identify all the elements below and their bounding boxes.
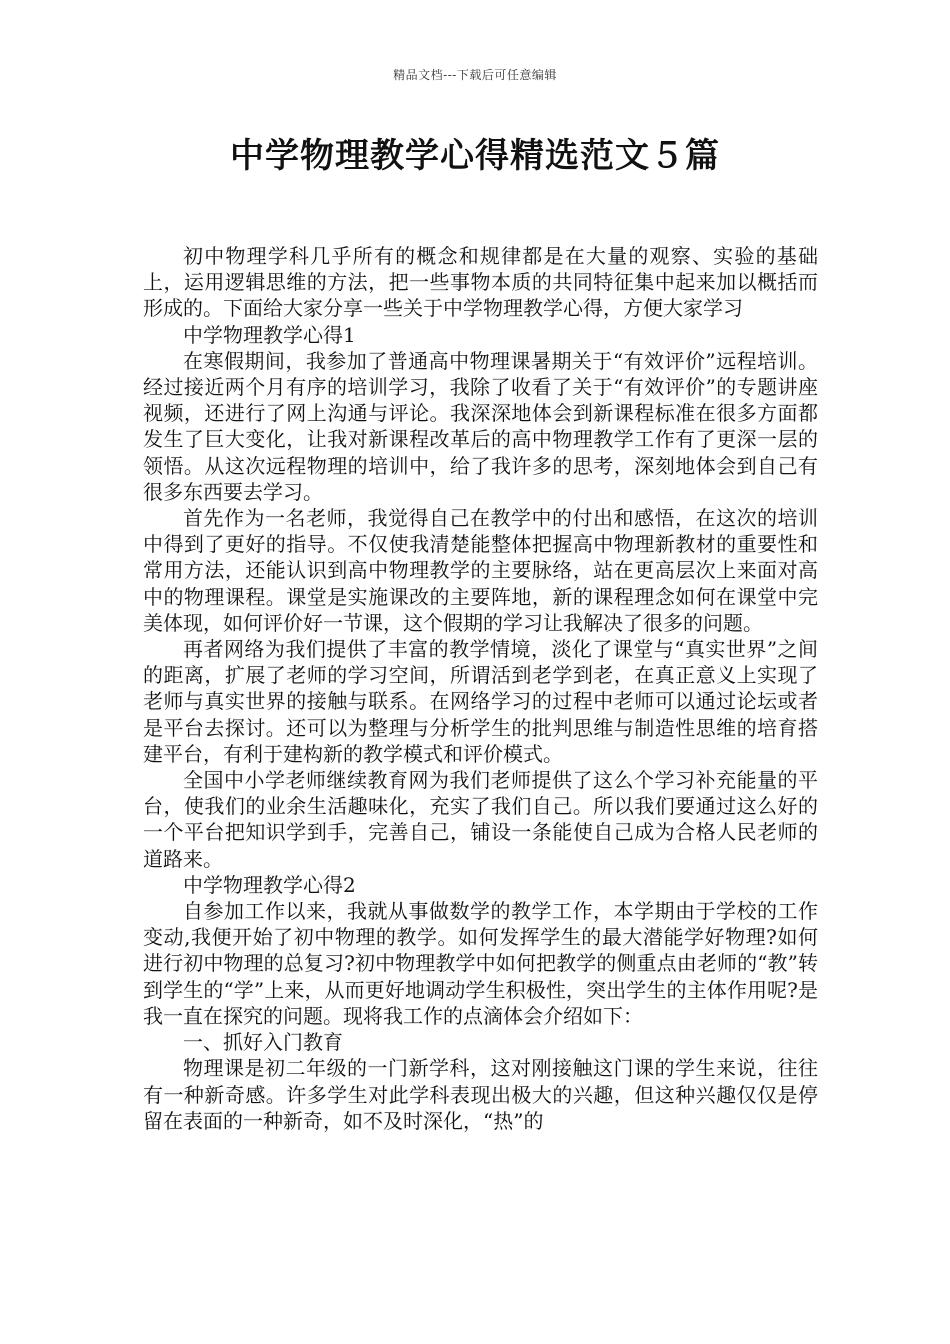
intro-paragraph: 初中物理学科几乎所有的概念和规律都是在大量的观察、实验的基础上，运用逻辑思维的方法，把一些事物本质的共同特征集中起来加以概括而形成的。下面给大家分享一些关于中学物理教学心得，方便大家学习 (143, 244, 818, 321)
document-body (143, 243, 818, 1134)
paragraph: 物理课是初二年级的一门新学科，这对刚接触这门课的学生来说，往往有一种新奇感。许多学生对此学科表现出极大的兴趣，但这种兴趣仅仅是停留在表面的一种新奇，如不及时深化，“热”的 (143, 1056, 818, 1133)
paragraph: 再者网络为我们提供了丰富的教学情境，淡化了课堂与“真实世界”之间的距离，扩展了老师的学习空间，所谓活到老学到老，在真正意义上实现了老师与真实世界的接触与联系。在网络学习的过程中老师可以通过论坛或者是平台去探讨。还可以为整理与分析学生的批判思维与制造性思维的培育搭建平台，有利于建构新的教学模式和评价模式。 (143, 637, 818, 766)
subheading: 一、抓好入门教育 (183, 1030, 343, 1055)
paragraph: 首先作为一名老师，我觉得自己在教学中的付出和感悟，在这次的培训中得到了更好的指导。不仅使我清楚能整体把握高中物理新教材的重要性和常用方法，还能认识到高中物理教学的主要脉络，站在更高层次上来面对高中的物理课程。课堂是实施课改的主要阵地，新的课程理念如何在课堂中完美体现，如何评价好一节课，这个假期的学习让我解决了很多的问题。 (143, 506, 818, 635)
document-title: 中学物理教学心得精选范文５篇 (230, 136, 720, 176)
section-heading-2: 中学物理教学心得2 (183, 872, 356, 897)
paragraph: 在寒假期间，我参加了普通高中物理课暑期关于“有效评价”远程培训。经过接近两个月有序的培训学习，我除了收看了关于“有效评价”的专题讲座视频，还进行了网上沟通与评论。我深深地体会到新课程标准在很多方面都发生了巨大变化，让我对新课程改革后的高中物理教学工作有了更深一层的领悟。从这次远程物理的培训中，给了我许多的思考，深刻地体会到自己有很多东西要去学习。 (143, 348, 818, 504)
paragraph: 自参加工作以来，我就从事做数学的教学工作，本学期由于学校的工作变动,我便开始了初中物理的教学。如何发挥学生的最大潜能学好物理?如何进行初中物理的总复习?初中物理教学中如何把教学的侧重点由老师的“教”转到学生的“学”上来，从而更好地调动学生积极性，突出学生的主体作用呢?是我一直在探究的问题。现将我工作的点滴体会介绍如下： (143, 899, 818, 1028)
paragraph: 全国中小学老师继续教育网为我们老师提供了这么个学习补充能量的平台，使我们的业余生活趣味化，充实了我们自己。所以我们要通过这么好的一个平台把知识学到手，完善自己，铺设一条能使自己成为合格人民老师的道路来。 (143, 768, 818, 871)
section-heading-1: 中学物理教学心得1 (183, 322, 356, 347)
header-note: 精品文档---下载后可任意编辑 (393, 68, 557, 82)
